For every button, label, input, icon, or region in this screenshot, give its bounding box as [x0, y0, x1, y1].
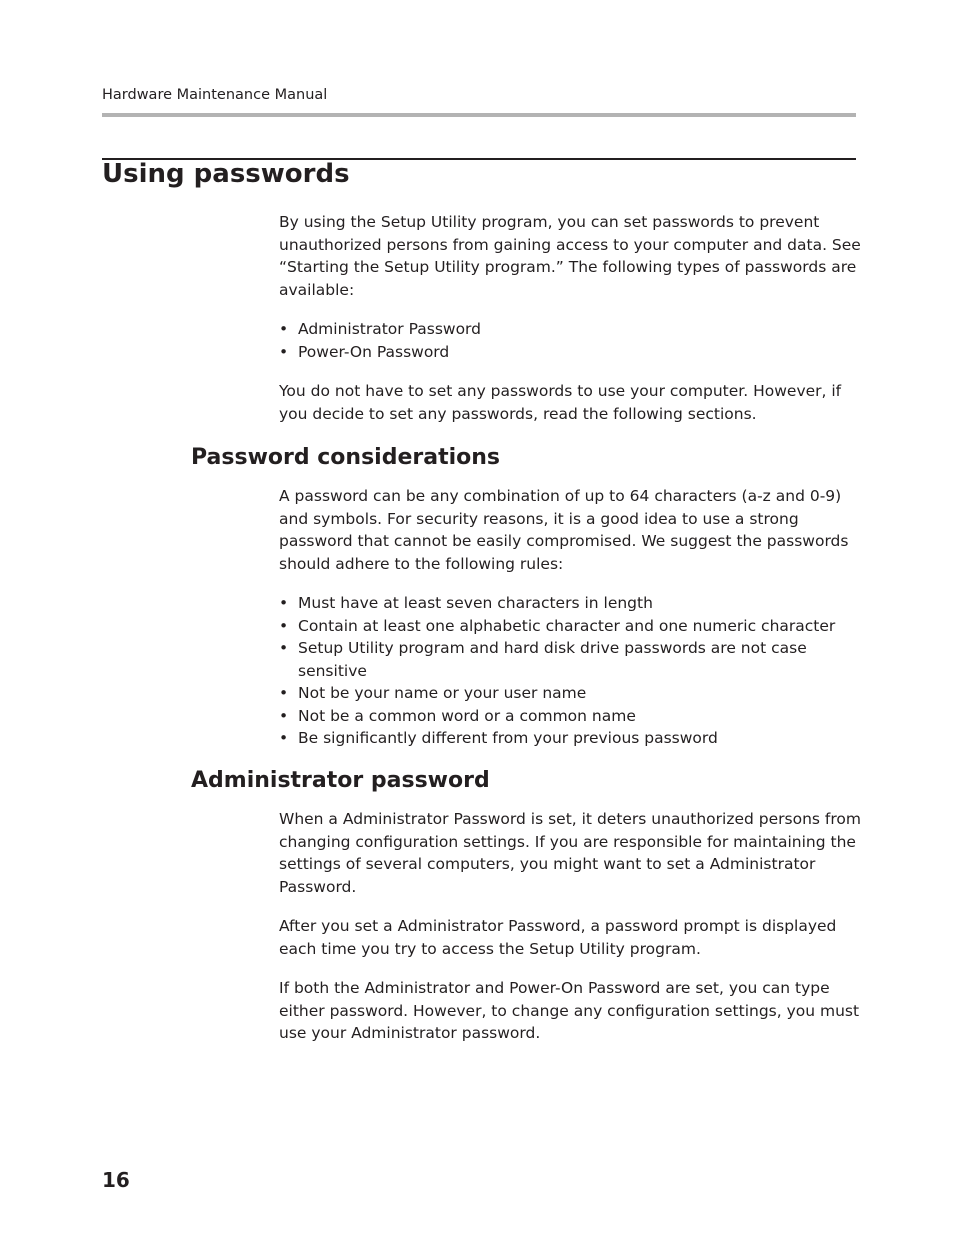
- bullet-glyph: •: [279, 639, 289, 657]
- admin-paragraph: If both the Administrator and Power-On Password are set, you can type either password. However, to change any configuration settings, you must use your Administrator password.: [279, 979, 860, 1042]
- list-item: [279, 318, 869, 341]
- list-item-text: Not be a common word or a common name: [298, 706, 636, 725]
- page-number: 16: [102, 1168, 130, 1192]
- intro-paragraph: By using the Setup Utility program, you can set passwords to prevent unauthorized persons from gaining access to your computer and data. See “Starting the Setup Utility program.” The following types of passwords are available:: [279, 213, 861, 299]
- password-rules-list: [279, 592, 869, 750]
- list-item-text: Administrator Password: [298, 320, 481, 338]
- list-item: [279, 727, 869, 750]
- list-item: [279, 705, 869, 728]
- bullet-glyph: •: [279, 706, 289, 725]
- intro-closing-paragraph: You do not have to set any passwords to use your computer. However, if you decide to set any passwords, read the following sections.: [279, 382, 842, 423]
- considerations-paragraph: A password can be any combination of up to 64 characters (a-z and 0-9) and symbols. For security reasons, it is a good idea to use a strong password that cannot be easily compromised. We suggest the passwords should adhere to the following rules:: [279, 487, 849, 573]
- password-considerations-block: [279, 485, 869, 767]
- bullet-glyph: •: [279, 616, 289, 635]
- section-heading-password-considerations: Password considerations: [191, 445, 501, 470]
- page-title: Using passwords: [102, 159, 350, 189]
- password-types-list: [279, 318, 869, 363]
- bullet-glyph: •: [279, 342, 289, 361]
- list-item-text: Contain at least one alphabetic character and one numeric character: [298, 616, 836, 635]
- admin-paragraph: After you set a Administrator Password, a password prompt is displayed each time you try to access the Setup Utility program.: [279, 917, 837, 958]
- list-item: [279, 341, 869, 364]
- list-item-text: Not be your name or your user name: [298, 684, 587, 702]
- list-item-text: Setup Utility program and hard disk drive passwords are not case sensitive: [298, 639, 807, 680]
- list-item-text: Be significantly different from your previous password: [298, 729, 718, 747]
- header-rule: [102, 113, 856, 117]
- running-header: Hardware Maintenance Manual: [102, 87, 328, 103]
- admin-paragraph: When a Administrator Password is set, it deters unauthorized persons from changing configuration settings. If you are responsible for maintaining the settings of several computers, you might want to set a Administrator Password.: [279, 810, 861, 896]
- list-item-text: Must have at least seven characters in length: [298, 594, 653, 612]
- bullet-glyph: •: [279, 320, 289, 338]
- bullet-glyph: •: [279, 729, 289, 747]
- bullet-glyph: •: [279, 684, 289, 702]
- bullet-glyph: •: [279, 594, 289, 612]
- list-item-text: Power-On Password: [298, 342, 450, 361]
- administrator-password-block: [279, 808, 869, 1062]
- list-item: [279, 592, 869, 615]
- section-heading-administrator-password: Administrator password: [191, 768, 490, 793]
- intro-block: [279, 211, 869, 442]
- list-item: [279, 637, 869, 682]
- list-item: [279, 682, 869, 705]
- list-item: [279, 615, 869, 638]
